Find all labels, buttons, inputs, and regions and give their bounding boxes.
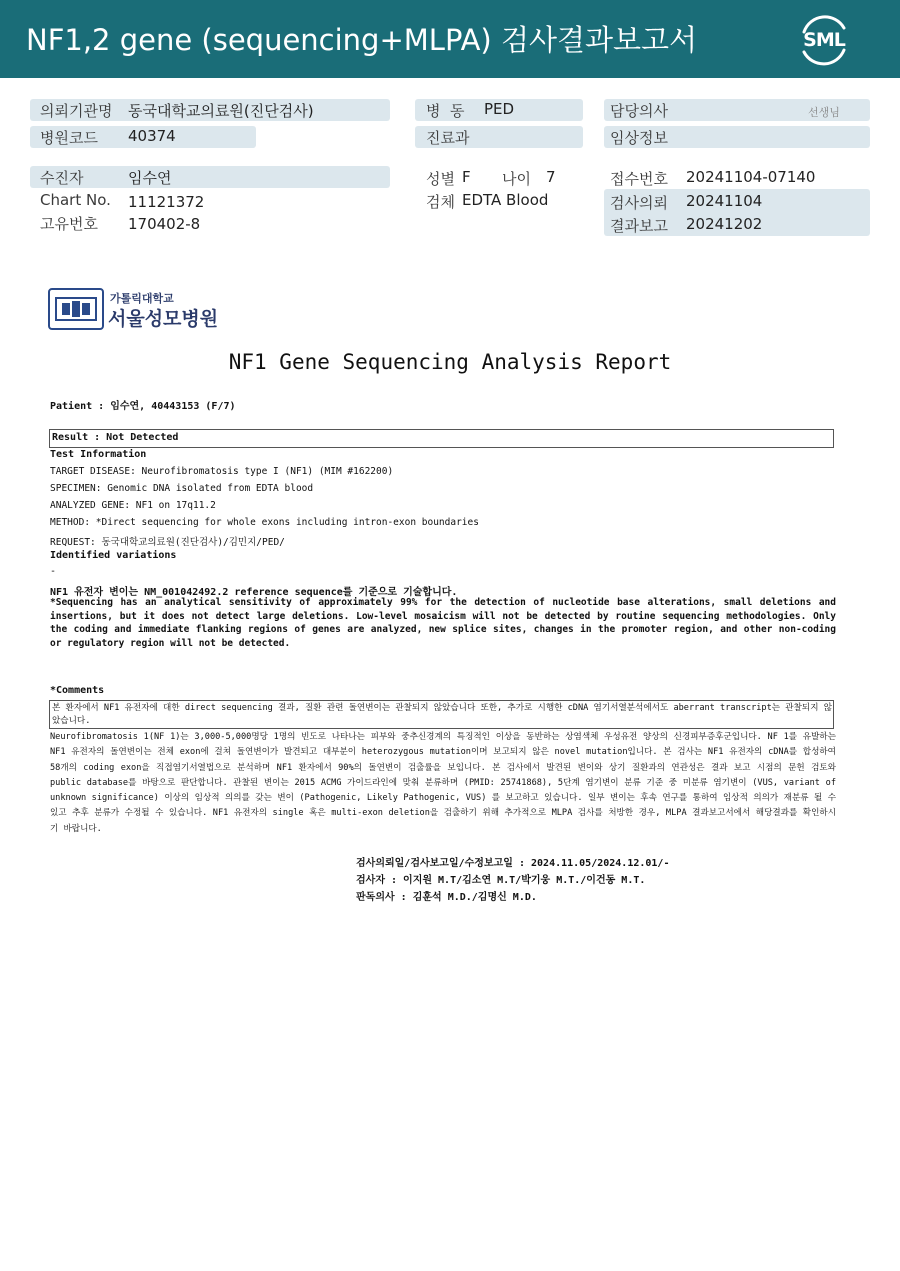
hospital-name-small: 가톨릭대학교 <box>110 292 174 305</box>
analyzed-gene: ANALYZED GENE: NF1 on 17q11.2 <box>50 500 216 511</box>
hospital-name-big: 서울성모병원 <box>108 308 219 330</box>
doctors-line: 판독의사 : 김훈석 M.D./김명신 M.D. <box>356 892 537 903</box>
report-header-title: NF1,2 gene (sequencing+MLPA) 검사결과보고서 <box>26 23 698 57</box>
comments-heading: *Comments <box>50 685 105 696</box>
identified-heading: Identified variations <box>50 550 177 561</box>
report-title: NF1 Gene Sequencing Analysis Report <box>228 350 672 374</box>
institution-label: 의뢰기관명 <box>40 102 113 120</box>
unique-label: 고유번호 <box>40 215 98 233</box>
dates-line: 검사의뢰일/검사보고일/수정보고일 : 2024.11.05/2024.12.01/- <box>356 858 670 869</box>
chart-label: Chart No. <box>40 191 111 209</box>
request-label: 검사의뢰 <box>610 194 668 212</box>
hospital-code-label: 병원코드 <box>40 129 98 147</box>
patient-box <box>30 166 390 188</box>
comment-body: Neurofibromatosis 1(NF 1)는 3,000-5,000명당 1명의 빈도로 나타나는 피부와 중추신경계의 특징적인 이상을 동반하는 상염색체 우성유전 양상의 신경피부증후군입니다. NF 1를 유발하는 NF1 유전자의 돌연변이는 전체 exon에 걸쳐 돌연변이가 발견되고 대부분이 heterozygous mutation이며 보고되지 않은 novel mutation입니다. 본 검사는 NF1 유전자의 cDNA를 합성하여 58개의 coding exon을 직접염기서열법으로 분석하며 NF1 환자에서 90%의 돌연변이 검출률을 보입니다. 본 검사에서 발견된 변이와 상기 질환과의 연관성은 결과 보고 시점의 문헌 검토와 public database를 바탕으로 판단합니다. 관찰된 변이는 2015 ACMG 가이드라인에 맞춰 분류하며 (PMID: 25741868), 5단계 염기변이 분류 기준 중 미분류 염기변이 (VUS, variant of unknown significance) 이상의 임상적 의의를 갖는 변이 (Pathogenic, Likely Pathogenic, VUS) 를 보고하고 있습니다. 일부 변이는 후속 연구를 통하여 임상적 의의가 재분류 될 수 있고 추후 분류가 수정될 수 있습니다. NF1 유전자의 single 혹은 multi-exon deletion을 검출하기 위해 추가적으로 MLPA 검사를 처방한 경우, MLPA 결과보고서에서 해당결과를 확인하시기 바랍니다. <box>50 732 836 834</box>
method-line: METHOD: *Direct sequencing for whole exons including intron-exon boundaries <box>50 517 479 528</box>
target-disease: TARGET DISEASE: Neurofibromatosis type I (NF1) (MIM #162200) <box>50 466 394 477</box>
age-value: 7 <box>546 168 556 186</box>
department-label: 진료과 <box>426 129 470 147</box>
reception-label: 접수번호 <box>610 170 668 188</box>
test-info-heading: Test Information <box>50 449 147 460</box>
sml-logo <box>796 12 852 68</box>
sex-label: 성별 <box>426 170 455 188</box>
report-header <box>0 0 900 78</box>
sex-value: F <box>462 168 471 186</box>
chart-value: 11121372 <box>128 193 205 211</box>
sml-logo-text: SML <box>803 29 845 51</box>
institution-value: 동국대학교의료원(진단검사) <box>128 102 314 120</box>
clinical-label: 임상정보 <box>610 129 668 147</box>
hospital-emblem-icon <box>48 288 104 330</box>
unique-value: 170402-8 <box>128 215 201 233</box>
request-value: 20241104 <box>686 192 763 210</box>
examiners-line: 검사자 : 이지원 M.T/김소연 M.T/박기웅 M.T./이건동 M.T. <box>356 875 646 886</box>
comment-box-text: 본 환자에서 NF1 유전자에 대한 direct sequencing 결과, 질환 관련 돌연변이는 관찰되지 않았습니다 또한, 추가로 시행한 cDNA 염기서열분석에서도 aberrant transcript는 관찰되지 않았습니다. <box>52 703 832 726</box>
identified-value: - <box>50 566 57 577</box>
reception-value: 20241104-07140 <box>686 168 816 186</box>
sensitivity-note: *Sequencing has an analytical sensitivity of approximately 99% for the detection of nucleotide base alterations, small deletions and insertions, but it does not detect large deletions. Low-level mosaicism will not be detected by routine sequencing methodologies. Only the coding and immediate flanking regions of genes are analyzed, new splice sites, changes in the promoter region, and other non-coding or regulatory region will not be detected. <box>50 597 836 649</box>
ward-label: 병 동 <box>426 102 465 120</box>
patient-line: Patient : 임수연, 40443153 (F/7) <box>50 401 236 412</box>
result-line: Result : Not Detected <box>52 432 179 443</box>
result-label: 결과보고 <box>610 217 668 235</box>
request-line: REQUEST: 동국대학교의료원(진단검사)/김민지/PED/ <box>50 537 285 548</box>
result-value: 20241202 <box>686 215 763 233</box>
specimen-value: EDTA Blood <box>462 191 549 209</box>
age-label: 나이 <box>502 170 531 188</box>
doctor-label: 담당의사 <box>610 102 668 120</box>
reference-line: NF1 유전자 변이는 NM_001042492.2 reference sequence를 기준으로 기술합니다. <box>50 587 458 598</box>
hospital-code-value: 40374 <box>128 127 176 145</box>
patient-label: 수진자 <box>40 169 84 187</box>
patient-value: 임수연 <box>128 169 172 187</box>
specimen-label: 검체 <box>426 193 455 211</box>
doctor-suffix: 선생님 <box>808 106 840 119</box>
specimen-line: SPECIMEN: Genomic DNA isolated from EDTA blood <box>50 483 314 494</box>
ward-value: PED <box>484 100 515 118</box>
